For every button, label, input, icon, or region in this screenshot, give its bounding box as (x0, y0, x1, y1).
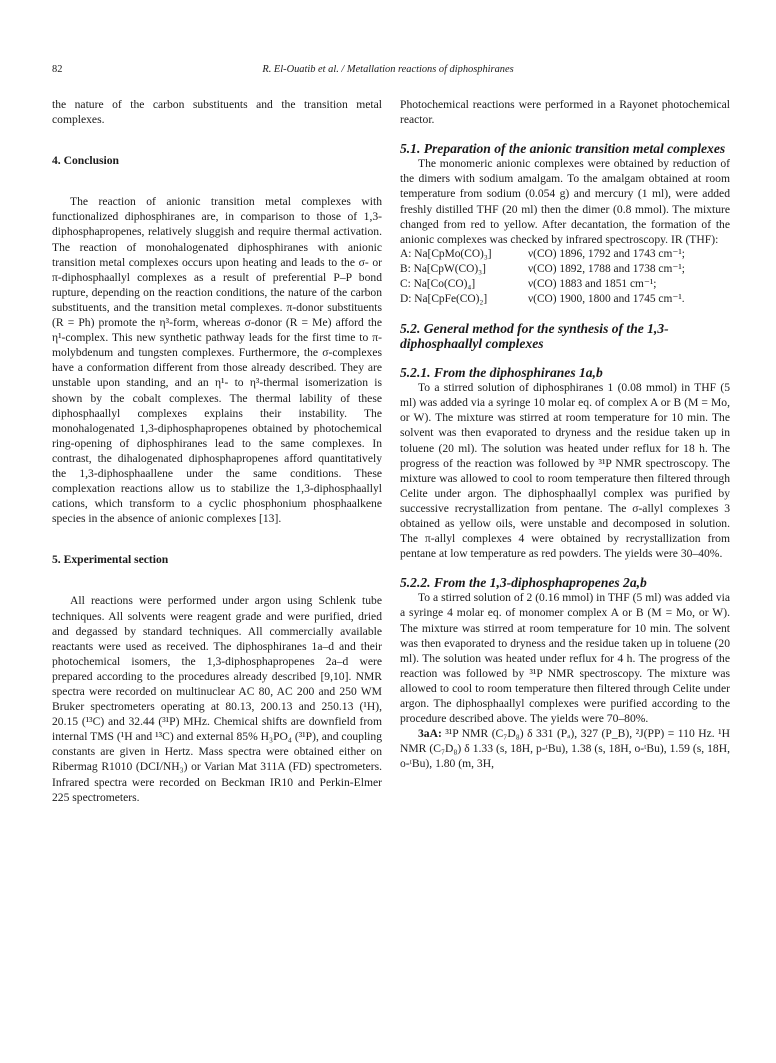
ir-row (400, 262, 730, 277)
compound-data-paragraph (400, 726, 730, 771)
section-heading-experimental: 5. Experimental section (52, 553, 169, 567)
experimental-paragraph: All reactions were performed under argon using Schlenk tube techniques. All solvents were reagent grade and were purified, dried and degassed by standard techniques. All commercially available reactants were used as received. The diphosphiranes 1a–d and their photochemical isomers, the 1,3-diphosphapropenes 2a–d were prepared according to the procedures already described [9,10]. NMR spectra were recorded on multinuclear AC 80, AC 200 and 250 WM Bruker spectrometers operating at 80.13, 200.13 and 250.13 (¹H), 20.15 (¹³C) and 32.44 (³¹P) MHz. Chemical shifts are downfield from internal TMS (¹H and ¹³C) and external 85% H₃PO₄ (³¹P), and coupling constants are given in Hertz. Mass spectra were obtained either on Ribermag R1010 (DCI/NH₃) or Varian Mat 311A (FD) spectrometers. Infrared spectra were recorded on Beckman IR10 and Perkin-Elmer 225 spectrometers. (52, 594, 382, 804)
ir-value: ν(CO) 1900, 1800 and 1745 cm⁻¹. (528, 292, 685, 305)
subsection-5-2-2-paragraph: To a stirred solution of 2 (0.16 mmol) in THF (5 ml) was added via a syringe 4 molar eq. of monomer complex A or B (M = Mo, or W). The mixture was stirred at room temperature for 10 min. The solvent was then evaporated to dryness and the residue taken up in toluene (20 ml). The solution was heated under reflux for 4 h. The progress of the reaction was followed by ³¹P NMR spectroscopy. The mixture was allowed to cool to room temperature then filtered through Celite under argon. The diphosphaallyl complexes were purified according to the procedure described above. The yields were 70–80%. (400, 591, 730, 726)
conclusion-paragraph: The reaction of anionic transition metal complexes with functionalized diphosphiranes are, in comparison to those of 1,3-diphosphapropenes, relatively sluggish and require thermal activation. The reaction of monohalogenated diphosphiranes with anionic transition metal complexes occurs upon heating and leads to the σ- or π-diphosphaallyl complexes as a result of preferential P–P bond rupture, depending on the reaction conditions, the nature of the carbon substituents, and the transition metal complexes. π-donor substituents (R = Ph) promote the η³-form, whereas σ-donor (R = Me) afford the η¹-complex. This new synthetic pathway leads for the first time to π-molybdenum and tungsten complexes. Furthermore, the σ-complexes have a conformation different from those already described. They are unstable upon standing, and an η¹- to η³-thermal isomerization is shown by the cobalt complexes. The thermal lability of these diphosphaallyl complexes explains their instability. The monohalogenated 1,3-diphosphapropenes obtained by photochemical ring-opening of diphosphiranes lead to the same complexes. In contrast, the dihalogenated diphosphapropenes afford quantitatively the 1,3-diphosphaallene under the same conditions. These complexation reactions allow us to stabilize the 1,3-diphosphaallyl cations, which transform to a cyclic phosphonium phosphaalkene species in the absence of anionic complexes [13]. (52, 195, 382, 526)
ir-row (400, 292, 730, 307)
ir-complex-label: B: Na[CpW(CO)₃] (400, 262, 486, 275)
ir-row (400, 247, 730, 262)
ir-complex-label: A: Na[CpMo(CO)₃] (400, 247, 492, 260)
right-column (400, 97, 730, 771)
subsection-5-1-paragraph: The monomeric anionic complexes were obtained by reduction of the dimers with sodium amalgam. To the amalgam obtained at room temperature from sodium (0.054 g) and mercury (1 ml), were added freshly distilled THF (20 ml) then the dimer (0.8 mmol). The mixture changed from red to yellow. After decantation, the formation of the anionic complexes was checked by infrared spectroscopy. IR (THF): (400, 157, 730, 246)
ir-row (400, 277, 730, 292)
page-number: 82 (52, 64, 63, 75)
ir-value: ν(CO) 1883 and 1851 cm⁻¹; (528, 277, 657, 290)
photochemical-paragraph: Photochemical reactions were performed in a Rayonet photochemical reactor. (400, 98, 730, 127)
running-title: R. El-Ouatib et al. / Metallation reactions of diphosphiranes (262, 64, 514, 75)
subsection-heading-5-1: 5.1. Preparation of the anionic transition metal complexes (400, 141, 726, 157)
ir-data-table (400, 247, 730, 307)
subsection-heading-5-2: 5.2. General method for the synthesis of the 1,3-diphosphaallyl complexes (400, 320, 669, 351)
continued-paragraph: the nature of the carbon substituents and the transition metal complexes. (52, 98, 382, 127)
running-header (52, 62, 724, 78)
ir-value: ν(CO) 1896, 1792 and 1743 cm⁻¹; (528, 247, 685, 260)
subsection-5-2-1-paragraph: To a stirred solution of diphosphiranes 1 (0.08 mmol) in THF (5 ml) was added via a syringe 10 molar eq. of complex A or B (M = Mo, or W). The mixture was stirred at room temperature for 10 min. The solvent was then evaporated to dryness and the residue taken up in toluene (20 ml). The solution was heated under reflux for 18 h. The progress of the reaction was followed by ³¹P NMR spectroscopy. The mixture was allowed to cool to room temperature then filtered through Celite under argon. The diphosphaallyl complex was purified by successive recrystallization from pentane. The σ-allyl complexes 3 obtained as yellow oils, were unstable and decomposed in solution. The π-allyl complexes 4 were obtained by recrystallization from pentane at low temperature as red powders. The yields were 30–40%. (400, 381, 730, 561)
ir-complex-label: D: Na[CpFe(CO)₂] (400, 292, 488, 305)
left-column (52, 97, 382, 805)
ir-complex-label: C: Na[Co(CO)₄] (400, 277, 476, 290)
subsection-heading-5-2-2: 5.2.2. From the 1,3-diphosphapropenes 2a,b (400, 575, 647, 591)
ir-value: ν(CO) 1892, 1788 and 1738 cm⁻¹; (528, 262, 685, 275)
section-heading-conclusion: 4. Conclusion (52, 154, 120, 168)
subsection-heading-5-2-1: 5.2.1. From the diphosphiranes 1a,b (400, 365, 603, 381)
compound-nmr-data: ³¹P NMR (C₇D₈) δ 331 (Pₐ), 327 (P_B), ²J(PP) = 110 Hz. ¹H NMR (C₇D₈) δ 1.33 (s, 18H, p-ᵗBu), 1.38 (s, 18H, o-ᵗBu), 1.59 (s, 18H, o-ᵗBu), 1.80 (m, 3H, (400, 727, 730, 771)
compound-label: 3aA: (418, 727, 442, 741)
